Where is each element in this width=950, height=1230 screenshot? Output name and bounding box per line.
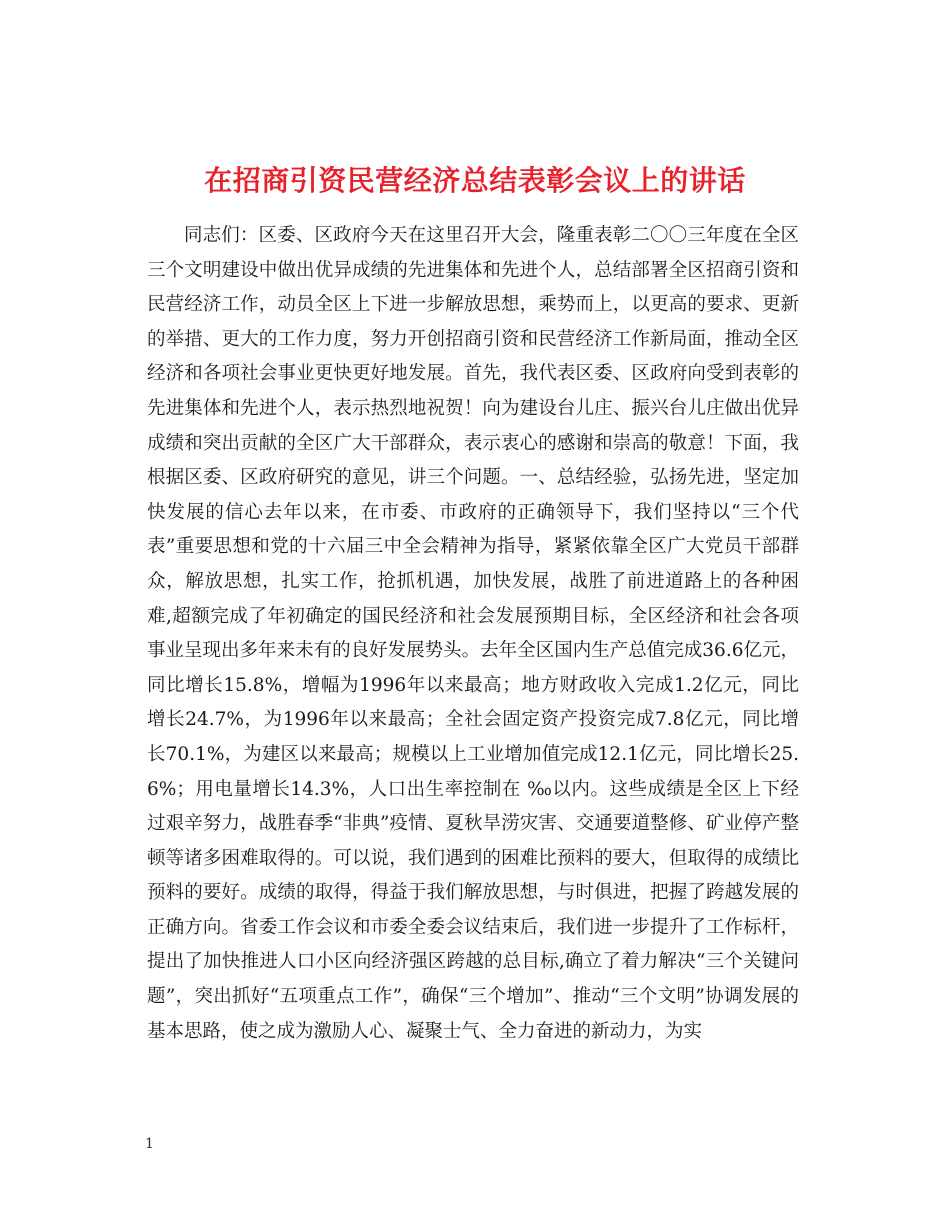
document-title: 在招商引资民营经济总结表彰会议上的讲话 bbox=[204, 163, 746, 197]
speech-body-paragraph: 同志们：区委、区政府今天在这里召开大会，隆重表彰二〇〇三年度在全区三个文明建设中做出优异成绩的先进集体和先进个人，总结部署全区招商引资和民营经济工作，动员全区上下进一步解放思想，乘势而上，以更高的要求、更新的举措、更大的工作力度，努力开创招商引资和民营经济工作新局面，推动全区经济和各项社会事业更快更好地发展。首先，我代表区委、区政府向受到表彰的先进集体和先进个人，表示热烈地祝贺！向为建设台儿庄、振兴台儿庄做出优异成绩和突出贡献的全区广大干部群众，表示衷心的感谢和崇高的敬意！下面，我根据区委、区政府研究的意见，讲三个问题。一、总结经验，弘扬先进，坚定加快发展的信心去年以来，在市委、市政府的正确领导下，我们坚持以“三个代表”重要思想和党的十六届三中全会精神为指导，紧紧依靠全区广大党员干部群众，解放思想，扎实工作，抢抓机遇，加快发展，战胜了前进道路上的各种困难,超额完成了年初确定的国民经济和社会发展预期目标，全区经济和社会各项事业呈现出多年来未有的良好发展势头。去年全区国内生产总值完成36.6亿元，同比增长15.8%，增幅为1996年以来最高；地方财政收入完成1.2亿元，同比增长24.7%，为1996年以来最高；全社会固定资产投资完成7.8亿元，同比增长70.1%，为建区以来最高；规模以上工业增加值完成12.1亿元，同比增长25.6%；用电量增长14.3%，人口出生率控制在 ‰以内。这些成绩是全区上下经过艰辛努力，战胜春季“非典”疫情、夏秋旱涝灾害、交通要道整修、矿业停产整顿等诸多困难取得的。可以说，我们遇到的困难比预料的要大，但取得的成绩比预料的要好。成绩的取得，得益于我们解放思想，与时俱进，把握了跨越发展的正确方向。省委工作会议和市委全委会议结束后，我们进一步提升了工作标杆，提出了加快推进人口小区向经济强区跨越的总目标,确立了着力解决“三个关键问题”，突出抓好“五项重点工作”，确保“三个增加”、推动“三个文明”协调发展的基本思路，使之成为激励人心、凝聚士气、全力奋进的新动力，为实 bbox=[147, 225, 799, 1042]
page-number: 1 bbox=[145, 1136, 154, 1152]
